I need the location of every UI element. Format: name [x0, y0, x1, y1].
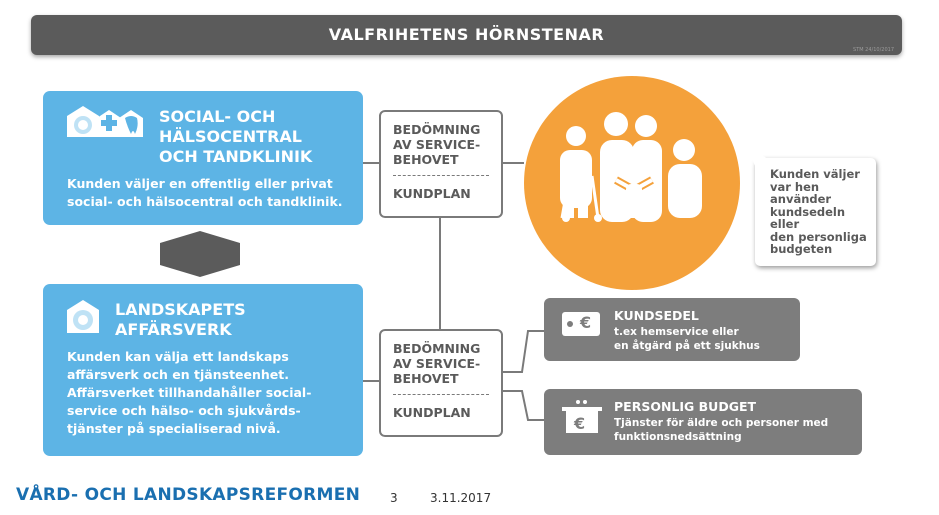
county-body-line-4: service och hälso- och sjukvårds- — [67, 403, 301, 418]
bubble-line-4: kundsedeln — [770, 204, 846, 219]
page-title: VALFRIHETENS HÖRNSTENAR — [328, 25, 605, 44]
assessment-top-line-2: AV SERVICE- — [393, 137, 481, 152]
county-enterprise-box — [43, 284, 363, 456]
assessment-bottom-plan: KUNDPLAN — [393, 405, 471, 420]
voucher-title: KUNDSEDEL — [614, 308, 699, 323]
social-title-line-3: OCH TANDKLINIK — [159, 147, 313, 166]
health-center-icon — [65, 104, 145, 142]
budget-line-2: funktionsnedsättning — [614, 431, 742, 443]
voucher-euro-symbol: € — [580, 313, 592, 332]
budget-title: PERSONLIG BUDGET — [614, 399, 757, 414]
personal-budget-box — [544, 389, 862, 455]
assessment-top-plan: KUNDPLAN — [393, 186, 471, 201]
social-health-title — [159, 107, 312, 167]
customer-circle — [524, 76, 740, 290]
bubble-pointer — [744, 140, 766, 168]
document-stamp: STM 24/10/2017 — [853, 47, 894, 53]
wallet-icon — [560, 399, 604, 433]
budget-euro-symbol: € — [574, 414, 586, 433]
bubble-line-3: använder — [770, 192, 832, 206]
county-title-line-1: LANDSKAPETS — [115, 300, 246, 319]
county-body-line-1: Kunden kan välja ett landskaps — [67, 349, 289, 364]
voucher-line-1: t.ex hemservice eller — [614, 326, 739, 338]
bubble-line-5: eller — [770, 217, 800, 231]
budget-description — [614, 416, 828, 444]
page-number: 3 — [390, 491, 398, 505]
social-body-line-2: social- och hälsocentral och tandklinik. — [67, 194, 343, 209]
bubble-line-6: den personliga — [770, 229, 867, 244]
assessment-bottom-line-2: AV SERVICE- — [393, 356, 481, 371]
county-body-line-2: affärsverk och en tjänsteenhet. — [67, 367, 289, 382]
social-health-description — [67, 175, 343, 211]
hospital-icon — [65, 298, 101, 338]
assessment-bottom-separator — [393, 394, 489, 395]
assessment-bottom-line-1: BEDÖMNING — [393, 341, 481, 356]
social-body-line-1: Kunden väljer en offentlig eller privat — [67, 176, 333, 191]
county-title-line-2: AFFÄRSVERK — [115, 320, 232, 339]
assessment-bottom-line-3: BEHOVET — [393, 371, 459, 386]
assessment-box-top — [379, 110, 503, 218]
bubble-line-1: Kunden väljer — [770, 167, 860, 181]
voucher-dot — [567, 321, 573, 327]
family-icon — [524, 76, 740, 290]
assessment-top-line-1: BEDÖMNING — [393, 122, 481, 137]
connector-to-kundsedel — [501, 331, 544, 372]
connector-to-budget — [501, 391, 544, 420]
bubble-line-7: budgeten — [770, 242, 833, 256]
assessment-top-label — [393, 122, 480, 167]
county-enterprise-title — [115, 300, 246, 340]
assessment-bottom-label — [393, 341, 480, 386]
voucher-icon — [562, 312, 600, 336]
social-title-line-2: HÄLSOCENTRAL — [159, 127, 302, 146]
social-health-center-box — [43, 91, 363, 225]
voucher-line-2: en åtgärd på ett sjukhus — [614, 340, 760, 352]
double-arrow-icon — [160, 231, 240, 277]
bubble-line-2: var hen — [770, 179, 820, 194]
bubble-text — [770, 168, 867, 256]
budget-line-1: Tjänster för äldre och personer med — [614, 417, 829, 429]
social-title-line-1: SOCIAL- OCH — [159, 107, 276, 126]
voucher-description — [614, 325, 760, 353]
assessment-box-bottom — [379, 329, 503, 437]
voucher-box — [544, 298, 800, 361]
assessment-top-separator — [393, 175, 489, 176]
footer-date: 3.11.2017 — [430, 491, 492, 505]
footer-title: VÅRD- OCH LANDSKAPSREFORMEN — [16, 485, 361, 505]
county-enterprise-description — [67, 348, 311, 438]
county-body-line-5: tjänster på specialiserad nivå. — [67, 421, 281, 436]
assessment-top-line-3: BEHOVET — [393, 152, 459, 167]
county-body-line-3: Affärsverket tillhandahåller social- — [67, 385, 312, 400]
choice-bubble — [755, 158, 876, 266]
